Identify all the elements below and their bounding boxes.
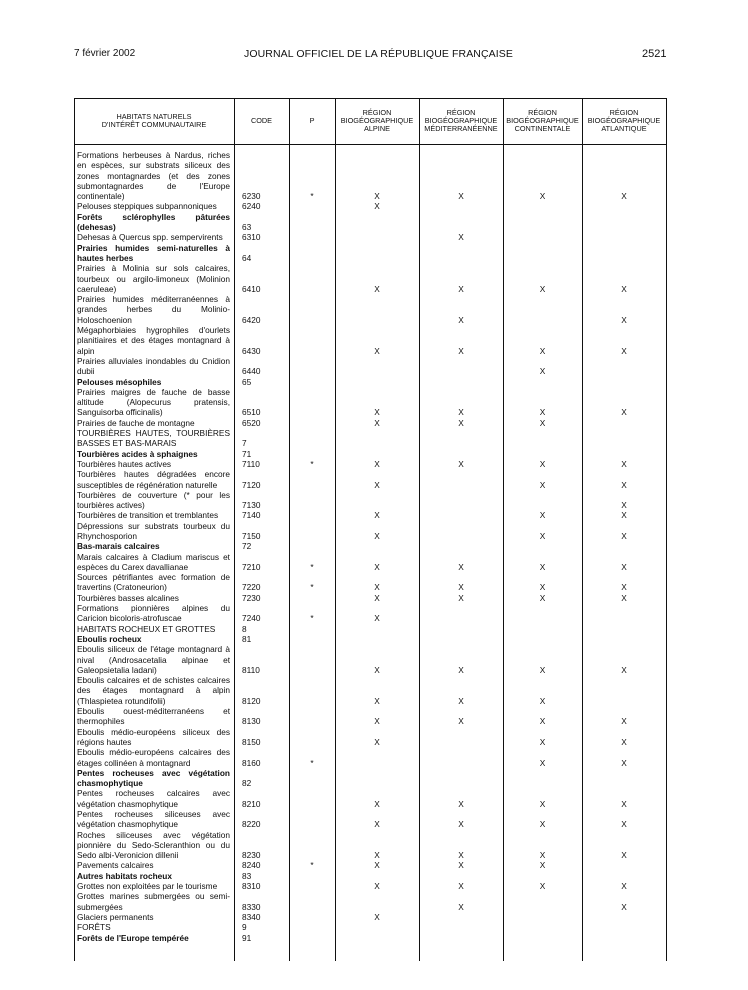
region-continental-mark: X <box>539 860 546 871</box>
region-continental-mark: X <box>539 664 546 675</box>
priority-mark: * <box>310 561 314 572</box>
habitats-table <box>74 98 667 961</box>
table-body <box>74 150 667 943</box>
region-mediterranean-mark: X <box>458 417 464 428</box>
region-atlantic-mark: X <box>621 819 627 830</box>
habitat-name: Prairies de fauche de montagne <box>77 417 195 428</box>
table-row <box>74 387 667 418</box>
region-alpine-mark: X <box>374 736 380 747</box>
region-mediterranean-mark: X <box>458 716 464 727</box>
region-mediterranean-mark: X <box>458 901 464 912</box>
region-mediterranean-mark: X <box>458 314 464 325</box>
table-row <box>74 212 667 233</box>
region-mediterranean-mark: X <box>458 458 464 469</box>
habitat-name: HABITATS ROCHEUX ET GROTTES <box>77 623 216 634</box>
habitat-code: 7110 <box>242 458 260 469</box>
table-row <box>74 541 667 551</box>
region-atlantic-mark: X <box>621 530 627 541</box>
table-row <box>74 552 667 573</box>
habitat-code: 8120 <box>242 695 261 706</box>
table-row <box>74 747 667 768</box>
habitat-name: Pentes rocheuses calcaires avec végétation chasmophytique <box>77 788 230 809</box>
habitat-name: Tourbières de couverture (* pour les tourbières actives) <box>77 489 230 511</box>
region-alpine-mark: X <box>374 407 380 418</box>
table-row <box>74 490 667 511</box>
region-alpine-mark: X <box>374 613 380 624</box>
habitat-code: 6510 <box>242 407 261 418</box>
region-continental-mark: X <box>539 881 546 892</box>
habitat-code: 6410 <box>242 283 261 294</box>
table-row <box>74 706 667 727</box>
region-mediterranean-mark: X <box>458 881 464 892</box>
region-alpine-mark: X <box>374 860 380 871</box>
table-row <box>74 243 667 264</box>
region-alpine-mark: X <box>374 850 380 861</box>
region-atlantic-mark: X <box>621 458 627 469</box>
habitat-code: 64 <box>242 252 252 263</box>
region-continental-mark: X <box>539 458 546 469</box>
table-row <box>74 788 667 809</box>
table-row <box>74 459 667 469</box>
region-atlantic-mark: X <box>621 407 627 418</box>
habitat-code: 8150 <box>242 736 261 747</box>
region-mediterranean-mark: X <box>458 592 464 603</box>
region-mediterranean-mark: X <box>458 860 464 871</box>
habitat-name: Prairies maigres de fauche de basse altitude (Alopecurus pratensis, Sanguisorba officinalis) <box>77 386 230 418</box>
table-row <box>74 634 667 644</box>
table-row <box>74 356 667 377</box>
region-mediterranean-mark: X <box>458 407 464 418</box>
habitat-name: Pelouses steppiques subpannoniques <box>77 201 217 212</box>
region-continental-mark: X <box>539 819 546 830</box>
region-atlantic-mark: X <box>621 716 627 727</box>
habitat-code: 82 <box>242 778 252 789</box>
region-atlantic-mark: X <box>621 345 627 356</box>
habitat-name: Tourbières de transition et tremblantes <box>77 510 219 521</box>
table-row <box>74 624 667 634</box>
region-continental-mark: X <box>539 695 546 706</box>
table-row <box>74 891 667 912</box>
habitat-name: Prairies alluviales inondables du Cnidion dubii <box>77 355 230 377</box>
table-row <box>74 428 667 449</box>
region-atlantic-mark: X <box>621 561 627 572</box>
region-alpine-mark: X <box>374 283 380 294</box>
region-mediterranean-mark: X <box>458 664 464 675</box>
habitat-name: Formations pionnières alpines du Caricion bicoloris-atrofuscae <box>77 603 230 624</box>
region-continental-mark: X <box>539 736 546 747</box>
habitat-name: Marais calcaires à Cladium mariscus et espèces du Carex davallianae <box>77 551 230 572</box>
habitat-name: Forêts sclérophylles pâturées (dehesas) <box>77 211 230 233</box>
priority-mark: * <box>310 757 314 768</box>
table-row <box>74 521 667 542</box>
region-mediterranean-mark: X <box>458 582 464 593</box>
region-continental-mark: X <box>539 798 546 809</box>
habitat-code: 72 <box>242 541 252 552</box>
region-alpine-mark: X <box>374 201 380 212</box>
habitat-name: Eboulis calcaires et de schistes calcaires des étages montagnard à alpin (Thlaspietea rotundifolii) <box>77 675 230 706</box>
header-region-mediterranean: RÉGION BIOGÉOGRAPHIQUE MÉDITERRANÉENNE <box>424 107 498 134</box>
priority-mark: * <box>310 582 314 593</box>
habitat-code: 7150 <box>242 530 261 541</box>
region-continental-mark: X <box>539 283 546 294</box>
region-continental-mark: X <box>539 716 546 727</box>
region-atlantic-mark: X <box>621 736 627 747</box>
header-region-atlantic: RÉGION BIOGÉOGRAPHIQUE ATLANTIQUE <box>587 107 661 134</box>
region-mediterranean-mark: X <box>458 232 464 243</box>
table-row <box>74 603 667 624</box>
region-alpine-mark: X <box>374 911 380 922</box>
region-atlantic-mark: X <box>621 664 627 675</box>
habitat-code: 8130 <box>242 716 261 727</box>
table-row <box>74 768 667 789</box>
region-continental-mark: X <box>539 510 546 521</box>
habitat-code: 81 <box>242 633 252 644</box>
habitat-name: Bas-marais calcaires <box>77 541 160 552</box>
region-alpine-mark: X <box>374 695 380 706</box>
habitat-code: 7 <box>242 438 247 449</box>
region-alpine-mark: X <box>374 582 380 593</box>
habitat-name: Tourbières acides à sphaignes <box>77 448 198 459</box>
habitat-name: Eboulis siliceux de l'étage montagnard à nival (Androsacetalia alpinae et Galeopsietalia ladani) <box>77 644 230 675</box>
table-row <box>74 150 667 201</box>
table-row <box>74 912 667 922</box>
region-atlantic-mark: X <box>621 592 627 603</box>
habitat-name: TOURBIÈRES HAUTES, TOURBIÈRES BASSES ET BAS-MARAIS <box>77 428 230 449</box>
habitat-code: 8110 <box>242 664 260 675</box>
region-mediterranean-mark: X <box>458 695 464 706</box>
habitat-code: 8210 <box>242 798 261 809</box>
table-row <box>74 644 667 675</box>
region-alpine-mark: X <box>374 510 380 521</box>
table-row <box>74 449 667 459</box>
region-continental-mark: X <box>539 417 546 428</box>
region-alpine-mark: X <box>374 592 380 603</box>
habitat-name: Tourbières hautes dégradées encore susceptibles de régénération naturelle <box>77 469 230 490</box>
priority-mark: * <box>310 613 314 624</box>
habitat-name: Tourbières basses alcalines <box>77 592 179 603</box>
habitat-name: Tourbières hautes actives <box>77 458 172 469</box>
region-atlantic-mark: X <box>621 582 627 593</box>
table-row <box>74 377 667 387</box>
region-alpine-mark: X <box>374 798 380 809</box>
habitat-name: Dépressions sur substrats tourbeux du Rhynchosporion <box>77 520 230 541</box>
region-atlantic-mark: X <box>621 757 627 768</box>
header-region-alpine: RÉGION BIOGÉOGRAPHIQUE ALPINE <box>340 107 414 134</box>
region-continental-mark: X <box>539 850 546 861</box>
habitat-code: 7230 <box>242 592 261 603</box>
habitat-name: FORÊTS <box>77 922 111 933</box>
region-alpine-mark: X <box>374 716 380 727</box>
region-atlantic-mark: X <box>621 191 627 202</box>
table-row <box>74 830 667 861</box>
page-number: 2521 <box>642 48 667 60</box>
habitat-code: 6240 <box>242 201 261 212</box>
habitat-name: Prairies humides méditerranéennes à grandes herbes du Molinio-Holoschoenion <box>77 294 230 325</box>
region-alpine-mark: X <box>374 458 380 469</box>
region-continental-mark: X <box>539 530 546 541</box>
habitat-code: 71 <box>242 448 252 459</box>
region-atlantic-mark: X <box>621 479 627 490</box>
table-row <box>74 325 667 356</box>
table-row <box>74 418 667 428</box>
header-priority: P <box>309 115 315 125</box>
habitat-name: Autres habitats rocheux <box>77 870 172 881</box>
habitat-code: 83 <box>242 870 252 881</box>
priority-mark: * <box>310 191 314 202</box>
table-row <box>74 294 667 325</box>
region-alpine-mark: X <box>374 417 380 428</box>
habitat-code: 8230 <box>242 850 261 861</box>
region-alpine-mark: X <box>374 345 380 356</box>
habitat-name: Forêts de l'Europe tempérée <box>77 932 189 943</box>
habitat-name: Eboulis médio-européens siliceux des régions hautes <box>77 726 230 747</box>
habitat-code: 6420 <box>242 314 261 325</box>
region-alpine-mark: X <box>374 881 380 892</box>
journal-title: JOURNAL OFFICIEL DE LA RÉPUBLIQUE FRANÇAISE <box>244 48 513 60</box>
habitat-name: Formations herbeuses à Nardus, riches en espèces, sur substrats siliceux des zones montagnardes (et des zones submontagnardes de l'Europe continentale) <box>77 150 230 202</box>
habitat-name: Pentes rocheuses siliceuses avec végétation chasmophytique <box>77 809 230 830</box>
table-row <box>74 469 667 490</box>
table-row <box>74 675 667 706</box>
habitat-code: 7240 <box>242 613 261 624</box>
habitat-code: 8160 <box>242 757 261 768</box>
region-mediterranean-mark: X <box>458 819 464 830</box>
region-continental-mark: X <box>539 191 546 202</box>
habitat-code: 7210 <box>242 561 261 572</box>
table-row <box>74 727 667 748</box>
region-continental-mark: X <box>539 561 546 572</box>
priority-mark: * <box>310 860 314 871</box>
habitat-name: Sources pétrifiantes avec formation de travertins (Cratoneurion) <box>77 572 230 593</box>
habitat-code: 7130 <box>242 500 261 511</box>
region-alpine-mark: X <box>374 561 380 572</box>
habitat-name: Pentes rocheuses avec végétation chasmophytique <box>77 767 230 789</box>
habitat-code: 7220 <box>242 582 261 593</box>
habitat-name: Glaciers permanents <box>77 911 154 922</box>
table-row <box>74 881 667 891</box>
table-row <box>74 933 667 943</box>
region-mediterranean-mark: X <box>458 345 464 356</box>
habitat-code: 8330 <box>242 901 261 912</box>
table-row <box>74 510 667 520</box>
region-atlantic-mark: X <box>621 510 627 521</box>
habitat-name: Eboulis rocheux <box>77 633 142 644</box>
habitat-name: Pelouses mésophiles <box>77 376 162 387</box>
region-mediterranean-mark: X <box>458 191 464 202</box>
region-mediterranean-mark: X <box>458 798 464 809</box>
issue-date: 7 février 2002 <box>74 48 136 59</box>
region-atlantic-mark: X <box>621 881 627 892</box>
habitat-name: Prairies humides semi-naturelles à hautes herbes <box>77 242 230 263</box>
table-row <box>74 232 667 242</box>
habitat-name: Eboulis ouest-méditerranéens et thermophiles <box>77 706 230 727</box>
habitat-code: 65 <box>242 376 252 387</box>
habitat-code: 8220 <box>242 819 261 830</box>
header-separator <box>74 144 667 145</box>
region-mediterranean-mark: X <box>458 850 464 861</box>
habitat-code: 6430 <box>242 345 261 356</box>
region-continental-mark: X <box>539 582 546 593</box>
habitat-code: 6520 <box>242 417 261 428</box>
habitat-code: 63 <box>242 222 252 233</box>
region-atlantic-mark: X <box>621 314 627 325</box>
table-row <box>74 809 667 830</box>
habitat-code: 6440 <box>242 366 261 377</box>
region-alpine-mark: X <box>374 530 380 541</box>
region-continental-mark: X <box>539 345 546 356</box>
table-row <box>74 572 667 593</box>
habitat-name: Roches siliceuses avec végétation pionnière du Sedo-Scleranthion ou du Sedo albi-Veronicion dillenii <box>77 829 230 861</box>
priority-mark: * <box>310 458 314 469</box>
habitat-code: 6230 <box>242 191 261 202</box>
header-code: CODE <box>250 115 273 125</box>
habitat-code: 8340 <box>242 911 261 922</box>
region-alpine-mark: X <box>374 819 380 830</box>
region-continental-mark: X <box>539 366 546 377</box>
region-mediterranean-mark: X <box>458 283 464 294</box>
region-continental-mark: X <box>539 757 546 768</box>
region-atlantic-mark: X <box>621 283 627 294</box>
table-row <box>74 201 667 211</box>
region-atlantic-mark: X <box>621 500 627 511</box>
region-continental-mark: X <box>539 479 546 490</box>
habitat-name: Eboulis médio-européens calcaires des étages collinéen à montagnard <box>77 747 230 768</box>
table-row <box>74 860 667 870</box>
habitat-code: 8240 <box>242 860 261 871</box>
habitat-name: Mégaphorbiaies hygrophiles d'ourlets planitiaires et des étages montagnard à alpin <box>77 325 230 356</box>
habitat-code: 8310 <box>242 881 261 892</box>
habitat-name: Prairies à Molinia sur sols calcaires, tourbeux ou argilo-limoneux (Molinion caeruleae) <box>77 263 230 294</box>
region-atlantic-mark: X <box>621 901 627 912</box>
habitat-code: 7140 <box>242 510 261 521</box>
table-row <box>74 593 667 603</box>
header-region-continental: RÉGION BIOGÉOGRAPHIQUE CONTINENTALE <box>506 107 579 134</box>
table-row <box>74 922 667 932</box>
habitat-code: 8 <box>242 623 247 634</box>
table-row <box>74 263 667 294</box>
region-continental-mark: X <box>539 592 546 603</box>
table-row <box>74 871 667 881</box>
region-continental-mark: X <box>539 407 546 418</box>
habitat-code: 91 <box>242 932 252 943</box>
habitat-name: Pavements calcaires <box>77 860 154 871</box>
region-atlantic-mark: X <box>621 798 627 809</box>
habitat-name: Dehesas à Quercus spp. sempervirents <box>77 232 223 243</box>
header-habitat: HABITATS NATURELS D'INTÉRÊT COMMUNAUTAIRE <box>101 111 207 129</box>
region-alpine-mark: X <box>374 191 380 202</box>
habitat-name: Grottes non exploitées par le tourisme <box>77 881 218 892</box>
habitat-code: 7120 <box>242 479 261 490</box>
habitat-code: 9 <box>242 922 247 933</box>
region-alpine-mark: X <box>374 479 380 490</box>
region-alpine-mark: X <box>374 664 380 675</box>
habitat-code: 6310 <box>242 232 261 243</box>
region-atlantic-mark: X <box>621 850 627 861</box>
region-mediterranean-mark: X <box>458 561 464 572</box>
habitat-name: Grottes marines submergées ou semi-submergées <box>77 891 230 912</box>
